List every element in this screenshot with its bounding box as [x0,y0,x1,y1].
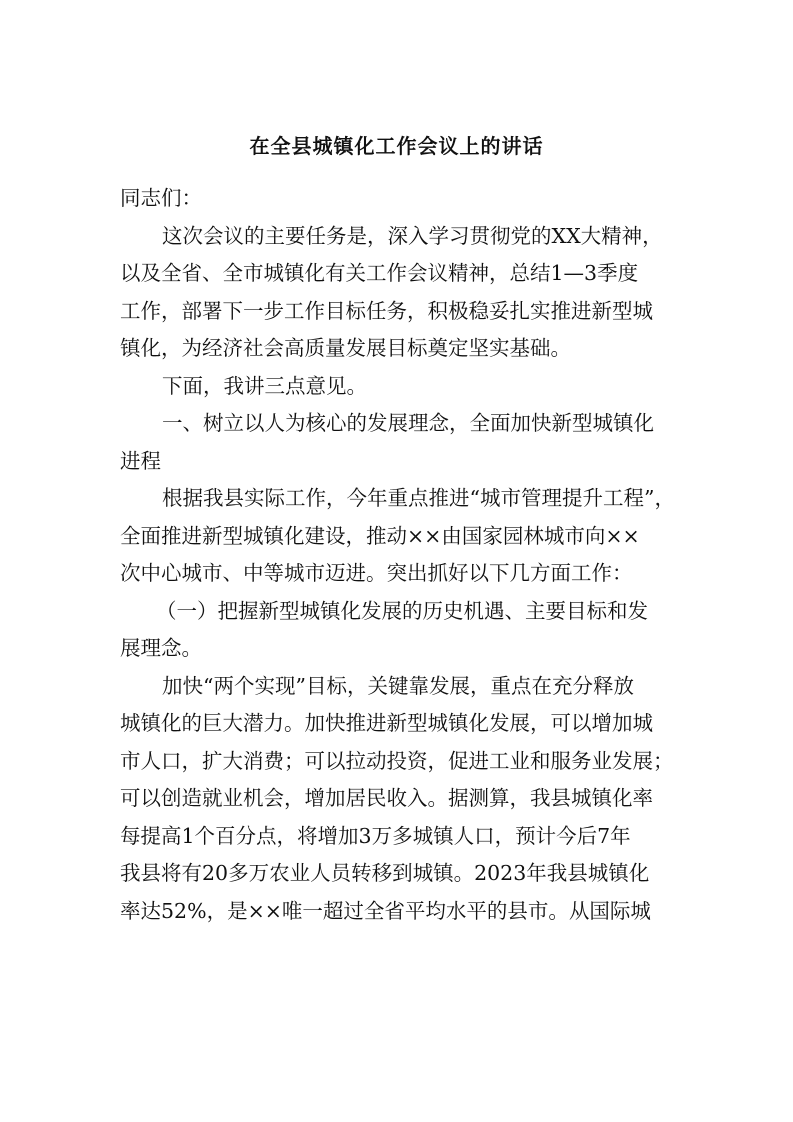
document-body [120,180,680,930]
text-line: 展理念。 [120,636,202,660]
text-line: 市人口，扩大消费；可以拉动投资，促进工业和服务业发展； [120,748,674,773]
text-line: 下面，我讲三点意见。 [162,373,367,398]
text-line: 以及全省、全市城镇化有关工作会议精神，总结1—3季度 [120,261,639,285]
text-line: 进程 [120,448,161,473]
text-line: 这次会议的主要任务是，深入学习贯彻党的XX大精神， [162,223,663,248]
text-line: 一、树立以人为核心的发展理念，全面加快新型城镇化 [162,411,654,435]
text-line: （一）把握新型城镇化发展的历史机遇、主要目标和发 [156,598,648,623]
text-line: 全面推进新型城镇化建设，推动××由国家园林城市向×× [120,523,640,548]
text-line: 次中心城市、中等城市迈进。突出抓好以下几方面工作： [120,561,633,585]
text-line: 工作，部署下一步工作目标任务，积极稳妥扎实推进新型城 [120,298,653,323]
text-line: 我县将有20多万农业人员转移到城镇。2023年我县城镇化 [120,861,650,885]
text-line: 每提高1个百分点，将增加3万多城镇人口，预计今后7年 [120,823,631,848]
text-line: 镇化，为经济社会高质量发展目标奠定坚实基础。 [120,336,571,360]
text-line: 同志们： [120,186,202,210]
document-title: 在全县城镇化工作会议上的讲话 [249,134,544,158]
text-line: 率达52%，是××唯一超过全省平均水平的县市。从国际城 [120,898,651,923]
text-line: 根据我县实际工作，今年重点推进“城市管理提升工程”， [162,486,675,510]
text-line: 城镇化的巨大潜力。加快推进新型城镇化发展，可以增加城 [120,711,653,735]
text-line: 加快“两个实现”目标，关键靠发展，重点在充分释放 [162,673,634,698]
text-line: 可以创造就业机会，增加居民收入。据测算，我县城镇化率 [120,786,653,810]
